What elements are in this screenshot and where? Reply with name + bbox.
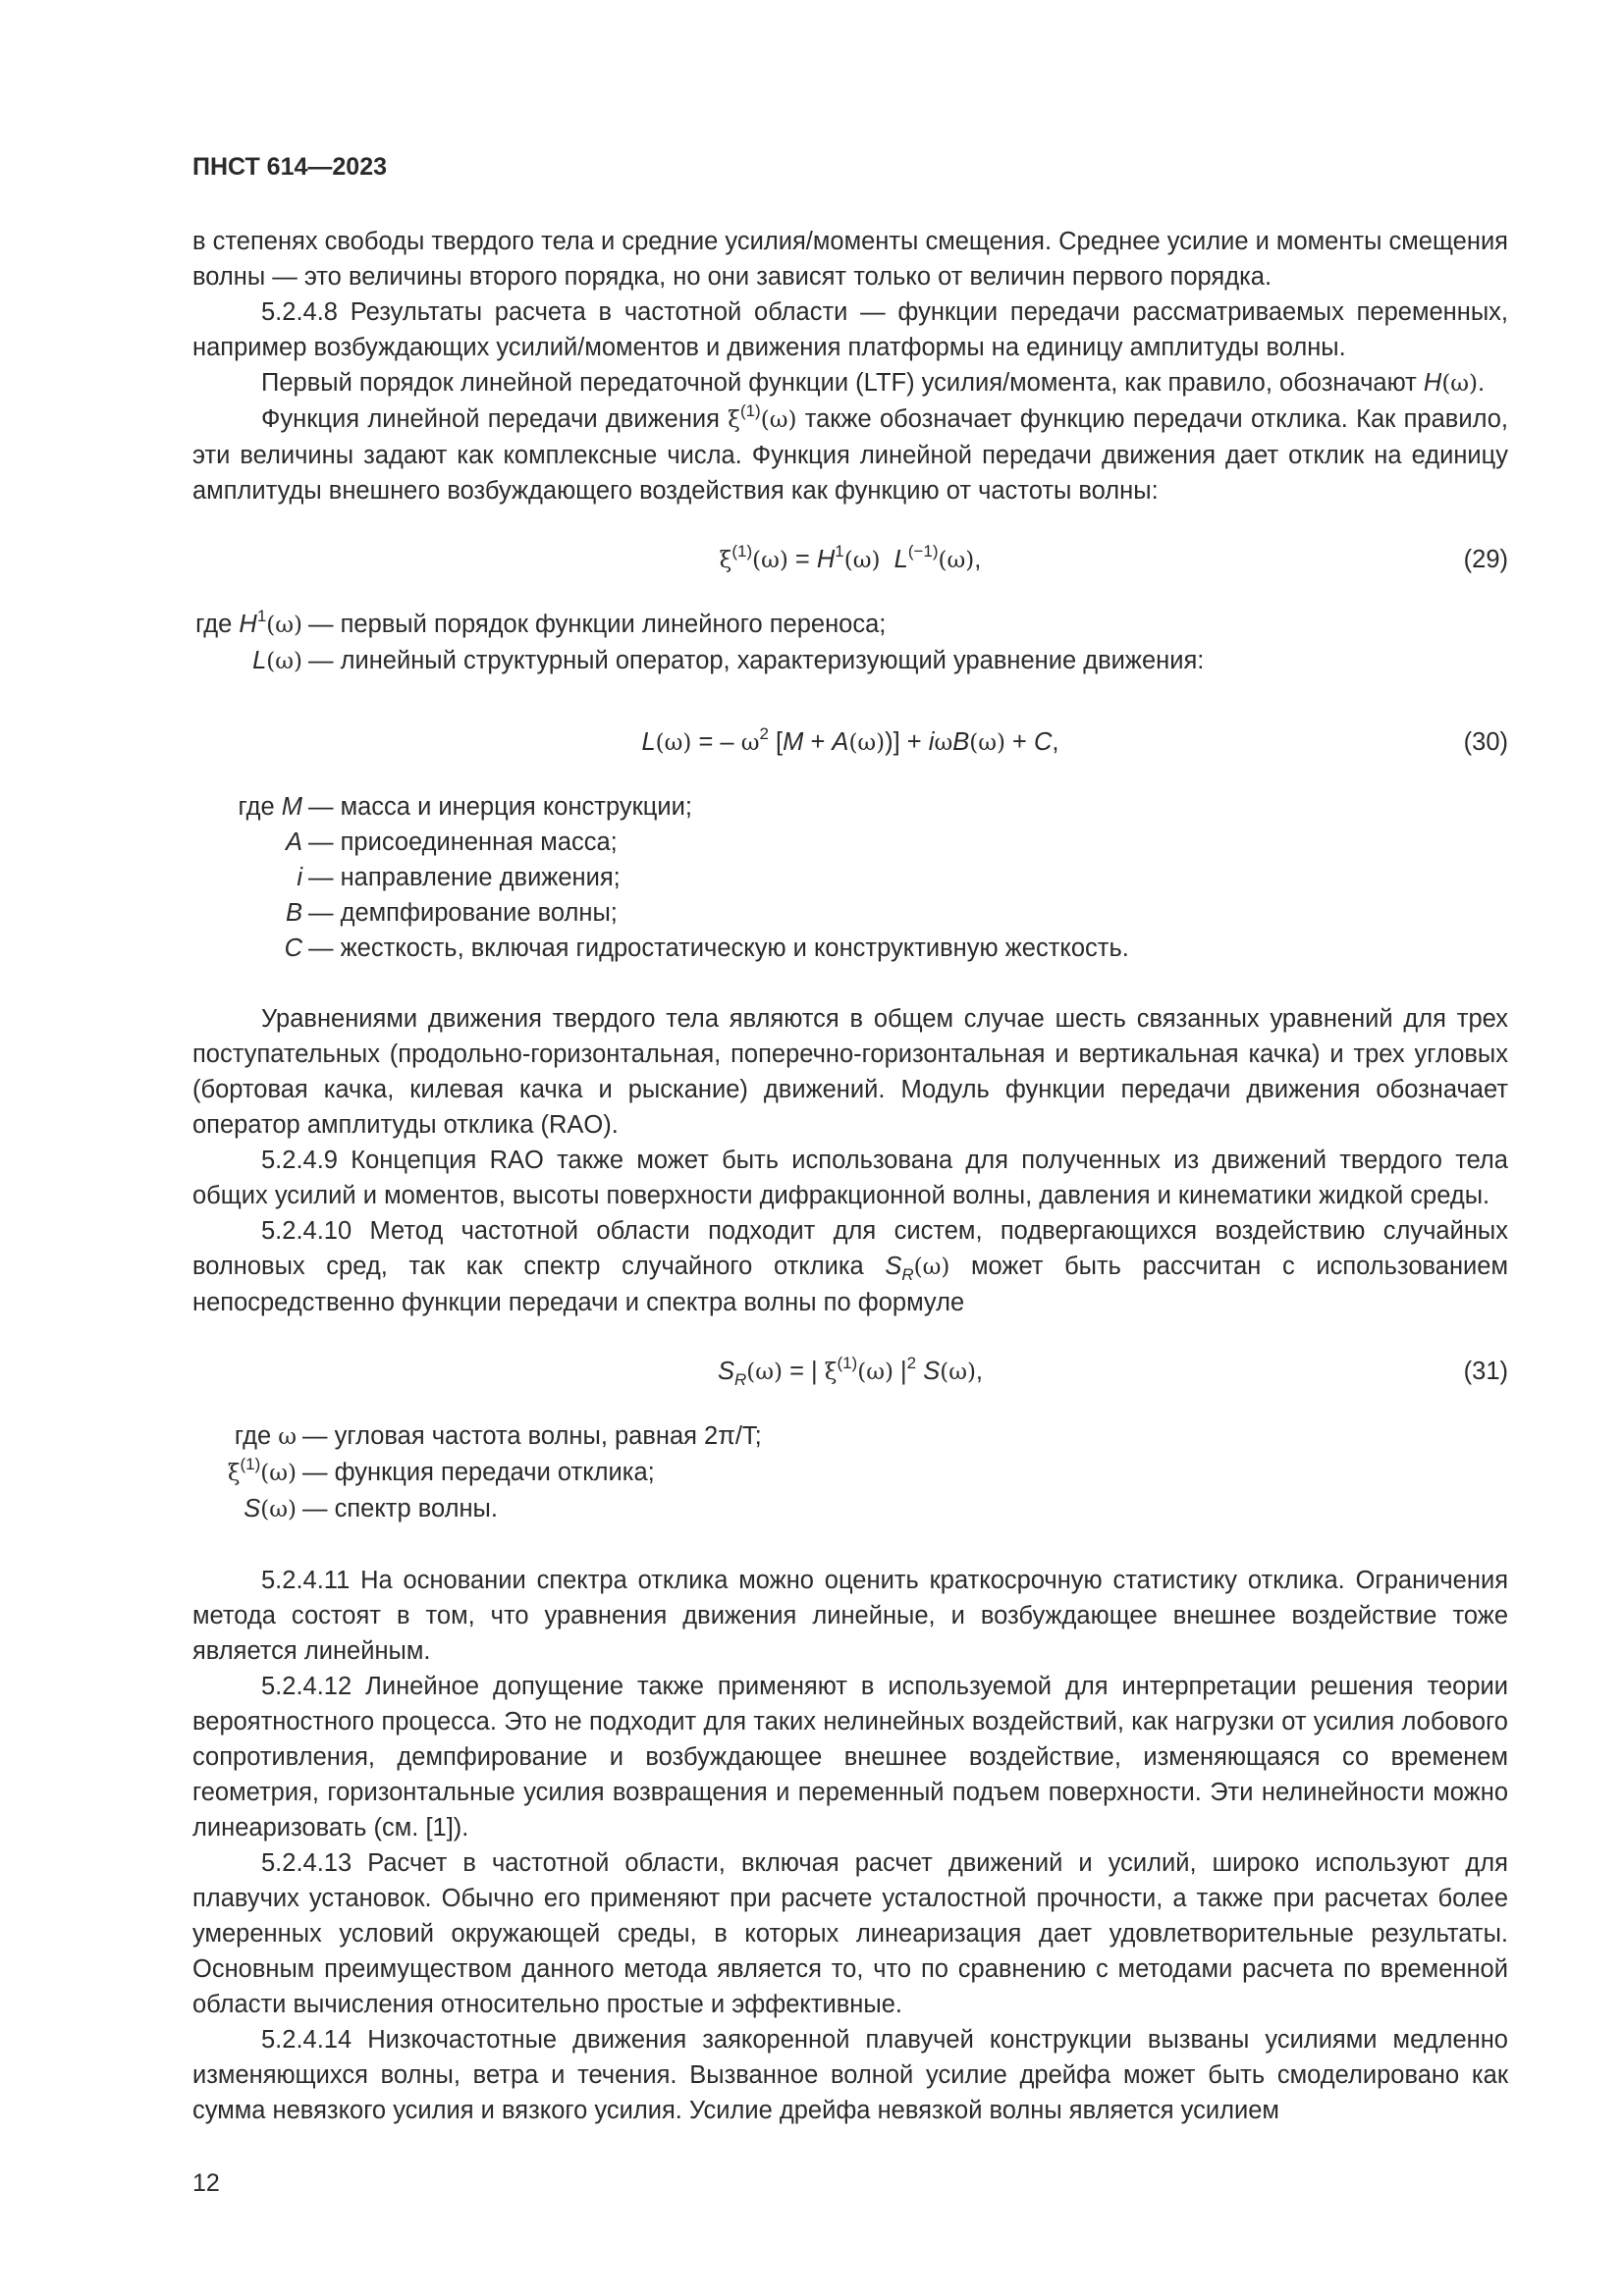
- equation-30-formula: L(ω) = – $\omega^2$ [M + A(ω))] + iωB(ω) + C,: [641, 724, 1059, 756]
- definition-row: C — жесткость, включая гидростатическую и конструктивную жесткость.: [284, 934, 1129, 962]
- paragraph-motion-transfer: Функция линейной передачи движения $\xi^{(1)}(\omega)$ также обозначает функцию передачи отклика. Как правило, эти величины задают как комплексные числа. Функция линейной передачи движения дает отклик на единицу амплитуды внешнего возбуждающего воздействия как функцию от частоты волны:: [192, 401, 1508, 505]
- paragraph-continuation: в степенях свободы твердого тела и средние усилия/моменты смещения. Среднее усилие и моменты смещения волны — это величины второго порядка, но они зависят только от величин первого порядка.: [192, 228, 1508, 291]
- paragraph-ltf: Первый порядок линейной передаточной функции (LTF) усилия/момента, как правило, обозначают H(ω).: [261, 369, 1486, 397]
- definitions-30: [192, 789, 1508, 966]
- equation-30-number: (30): [1463, 728, 1508, 756]
- definition-row: L(ω) — линейный структурный оператор, характеризующий уравнение движения:: [252, 647, 1205, 674]
- definition-row: A — присоединенная масса;: [285, 828, 618, 856]
- equation-31: [192, 1354, 1508, 1389]
- equation-31-number: (31): [1463, 1358, 1508, 1385]
- definitions-29: [192, 607, 1508, 679]
- document-code-header: ПНСТ 614—2023: [192, 153, 387, 181]
- paragraph-5-2-4-13: 5.2.4.13 Расчет в частотной области, включая расчет движений и усилий, широко используют для плавучих установок. Обычно его применяют при расчете усталостной прочности, а также при расчетах более умеренных условий окружающей среды, в которых линеаризация дает удовлетворительные результаты. Основным преимуществом данного метода является то, что по сравнению с методами расчета по временной области вычисления относительно простые и эффективные.: [192, 1849, 1508, 2018]
- definition-row: $\xi^{(1)}(\omega)$ — функция передачи отклика;: [227, 1455, 655, 1486]
- paragraph-5-2-4-9: 5.2.4.9 Концепция RAO также может быть использована для полученных из движений твердого тела общих усилий и моментов, высоты поверхности дифракционной волны, давления и кинематики жидкой среды.: [192, 1147, 1508, 1209]
- definition-row: S(ω) — спектр волны.: [244, 1495, 498, 1522]
- paragraph-5-2-4-11: 5.2.4.11 На основании спектра отклика можно оценить краткосрочную статистику отклика. Ограничения метода состоят в том, что уравнения движения линейные, и возбуждающее внешнее воздействие тоже является линейным.: [192, 1567, 1508, 1665]
- equation-31-formula: $S_R(\omega)$ = | $\xi^{(1)}(\omega)$ $|^2$ S(ω),: [717, 1354, 984, 1389]
- equation-29-formula: $\xi^{(1)}(\omega) = H^1(\omega)$ $L^{(-1)}(\omega)$,: [719, 542, 982, 573]
- definition-row: i — направление движения;: [297, 864, 621, 891]
- equation-30: [192, 724, 1508, 760]
- paragraph-5-2-4-10: 5.2.4.10 Метод частотной области подходит для систем, подвергающихся воздействию случайных волновых сред, так как спектр случайного отклика $S_R(\omega)$ может быть рассчитан с использованием непосредственно функции передачи и спектра волны по формуле: [192, 1217, 1508, 1316]
- paragraph-rigid-body-equations: Уравнениями движения твердого тела являются в общем случае шесть связанных уравнений для трех поступательных (продольно-горизонтальная, поперечно-горизонтальная и вертикальная качка) и трех угловых (бортовая качка, килевая качка и рыскание) движений. Модуль функции передачи движения обозначает оператор амплитуды отклика (RAO).: [192, 1005, 1508, 1139]
- page-body: [192, 224, 1508, 2128]
- paragraph-5-2-4-12: 5.2.4.12 Линейное допущение также применяют в используемой для интерпретации решения теории вероятностного процесса. Это не подходит для таких нелинейных воздействий, как нагрузки от усилия лобового сопротивления, демпфирование и возбуждающее внешнее воздействие, изменяющаяся со временем геометрия, горизонтальные усилия возвращения и переменный подъем поверхности. Эти нелинейности можно линеаризовать (см. [1]).: [192, 1673, 1508, 1842]
- definitions-31: [192, 1418, 1508, 1527]
- definition-row: где $H^1(\omega)$ — первый порядок функции линейного переноса;: [195, 607, 887, 638]
- definition-row: B — демпфирование волны;: [285, 899, 618, 927]
- page-number: 12: [192, 2169, 220, 2197]
- equation-29-number: (29): [1463, 546, 1508, 573]
- paragraph-5-2-4-8: 5.2.4.8 Результаты расчета в частотной области — функции передачи рассматриваемых переменных, например возбуждающих усилий/моментов и движения платформы на единицу амплитуды волны.: [192, 298, 1508, 361]
- definition-row: где ω — угловая частота волны, равная 2π/T;: [234, 1422, 762, 1450]
- equation-29: [192, 542, 1508, 577]
- definition-row: где M — масса и инерция конструкции;: [238, 793, 692, 821]
- paragraph-5-2-4-14: 5.2.4.14 Низкочастотные движения заякоренной плавучей конструкции вызваны усилиями медленно изменяющихся волны, ветра и течения. Вызванное волной усилие дрейфа может быть смоделировано как сумма невязкого усилия и вязкого усилия. Усилие дрейфа невязкой волны является усилием: [192, 2026, 1508, 2124]
